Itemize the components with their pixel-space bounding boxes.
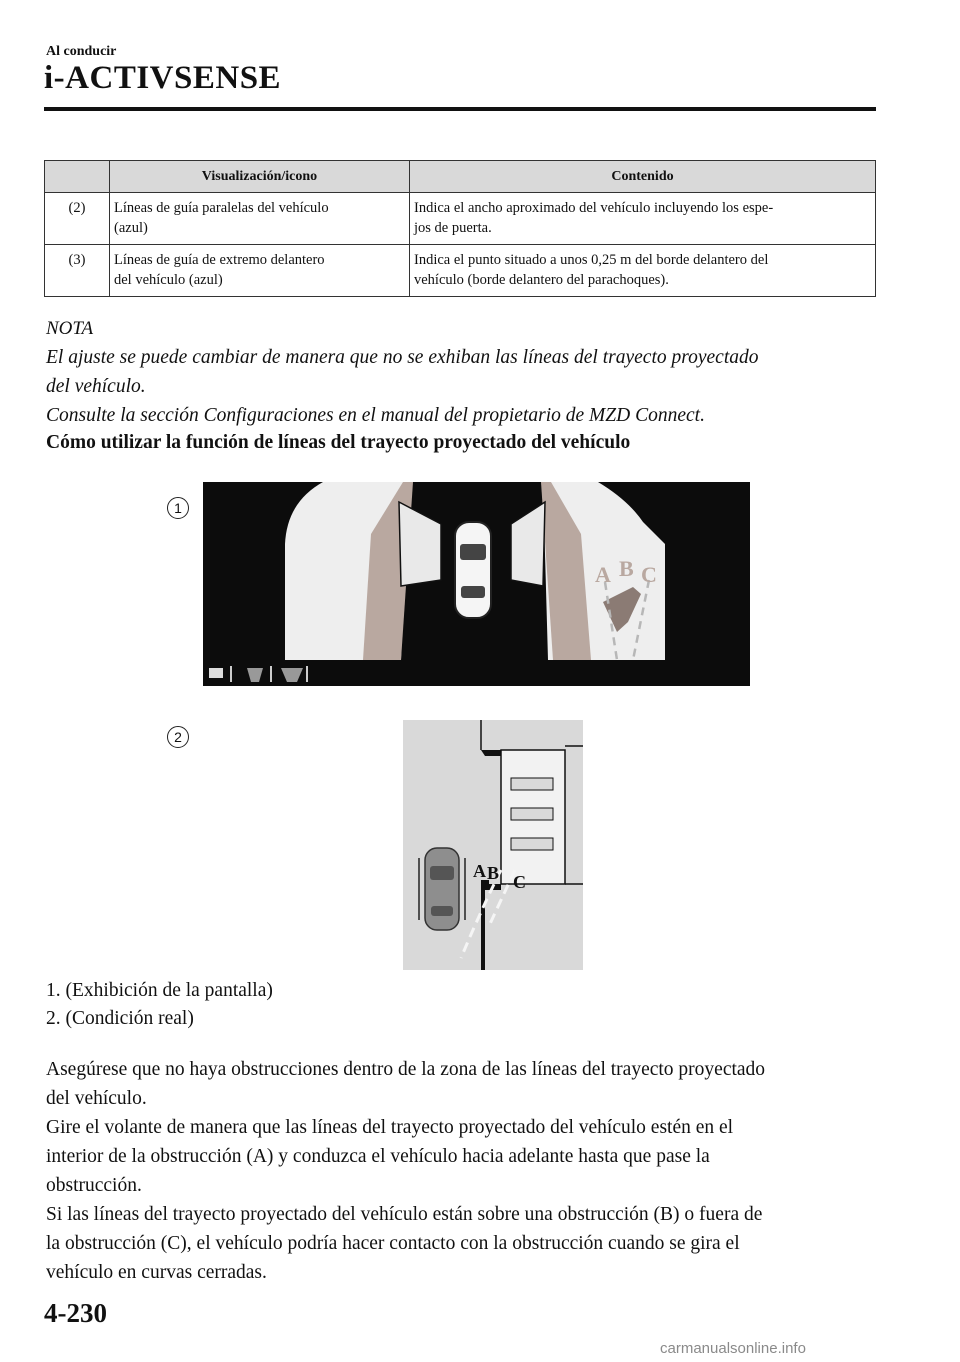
label-c-real: C: [513, 872, 526, 892]
label-a: A: [595, 562, 611, 587]
watermark: carmanualsonline.info: [660, 1340, 806, 1357]
label-c: C: [641, 562, 657, 587]
callout-1: 1: [167, 497, 189, 519]
body-text: [46, 1055, 886, 1287]
note-line: del vehículo.: [46, 376, 146, 397]
caption-item: 1. (Exhibición de la pantalla): [46, 980, 273, 1001]
note-line: Consulte la sección Configuraciones en el manual del propietario de MZD Connect.: [46, 405, 705, 426]
callout-2: 2: [167, 726, 189, 748]
page-number: 4-230: [44, 1298, 107, 1328]
subheading: Cómo utilizar la función de líneas del trayecto proyectado del vehículo: [46, 432, 631, 453]
row-content-line: vehículo (borde delantero del parachoques).: [414, 272, 669, 288]
body-line: Si las líneas del trayecto proyectado del vehículo están sobre una obstrucción (B) o fuera de: [46, 1204, 763, 1225]
note-text: [46, 343, 876, 430]
label-b-real: B: [487, 863, 500, 883]
table-header-display: Visualización/icono: [110, 161, 410, 193]
row-display-line: (azul): [114, 220, 148, 236]
header-rule: [44, 107, 876, 111]
table-header-row: [45, 161, 876, 193]
body-line: Gire el volante de manera que las líneas del trayecto proyectado del vehículo estén en el: [46, 1117, 734, 1138]
body-line: Asegúrese que no haya obstrucciones dentro de la zona de las líneas del trayecto proyectado: [46, 1059, 766, 1080]
row-number: (2): [45, 193, 110, 245]
note-title: NOTA: [46, 318, 94, 339]
section-label: Al conducir: [46, 44, 117, 59]
row-content-line: Indica el punto situado a unos 0,25 m del borde delantero del: [414, 252, 769, 268]
row-display-line: Líneas de guía de extremo delantero: [114, 252, 325, 268]
row-content-line: Indica el ancho aproximado del vehículo incluyendo los espe-: [414, 200, 774, 216]
body-line: obstrucción.: [46, 1175, 142, 1196]
label-a-real: A: [473, 861, 486, 881]
row-display: [110, 245, 410, 297]
table-row: [45, 245, 876, 297]
body-line: del vehículo.: [46, 1088, 147, 1109]
body-line: la obstrucción (C), el vehículo podría hacer contacto con la obstrucción cuando se gira el: [46, 1233, 740, 1254]
caption-item: 2. (Condición real): [46, 1008, 194, 1029]
caption-list: [46, 977, 273, 1033]
label-b: B: [619, 556, 634, 581]
row-content-line: jos de puerta.: [414, 220, 492, 236]
row-display: [110, 193, 410, 245]
info-table: [44, 160, 876, 297]
row-display-line: Líneas de guía paralelas del vehículo: [114, 200, 329, 216]
screen-display-figure: [203, 482, 750, 686]
row-content: [410, 245, 876, 297]
note-line: El ajuste se puede cambiar de manera que no se exhiban las líneas del trayecto proyectado: [46, 347, 759, 368]
chapter-title: i-ACTIVSENSE: [44, 60, 282, 96]
table-row: [45, 193, 876, 245]
body-line: vehículo en curvas cerradas.: [46, 1262, 267, 1283]
table-header-num: [45, 161, 110, 193]
row-number: (3): [45, 245, 110, 297]
row-content: [410, 193, 876, 245]
body-line: interior de la obstrucción (A) y conduzca el vehículo hacia adelante hasta que pase la: [46, 1146, 710, 1167]
real-condition-figure: [403, 720, 583, 970]
row-display-line: del vehículo (azul): [114, 272, 223, 288]
table-header-content: Contenido: [410, 161, 876, 193]
